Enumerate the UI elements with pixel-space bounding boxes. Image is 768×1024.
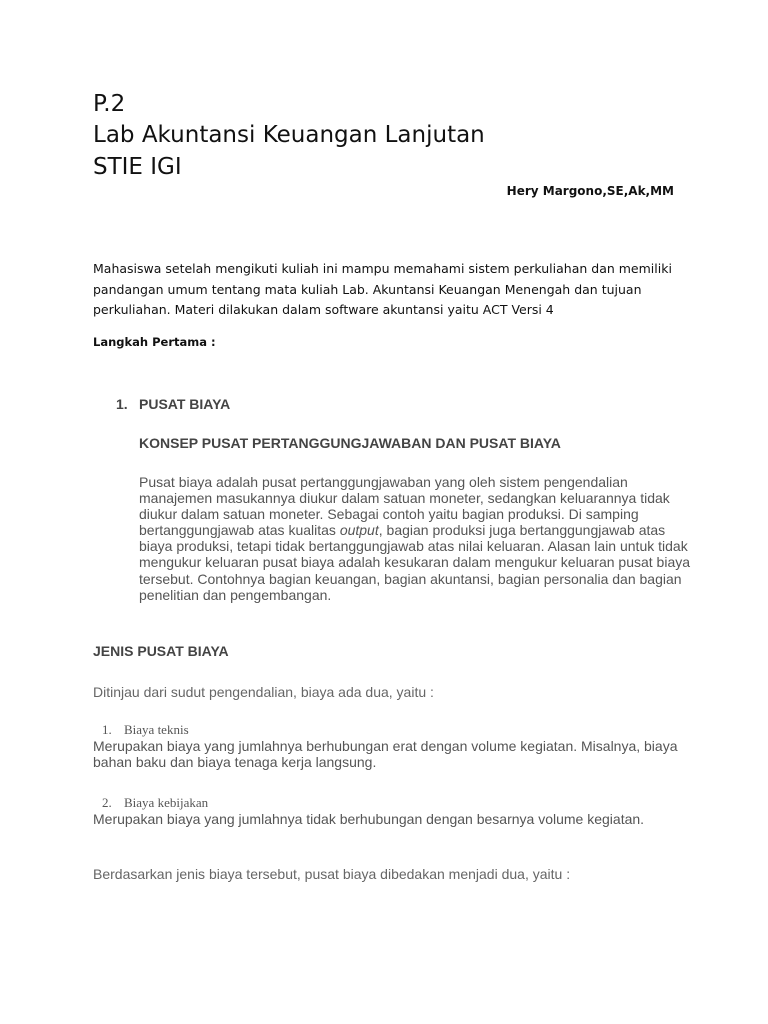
author-name: Hery Margono,SE,Ak,MM [506, 184, 674, 198]
intro-paragraph: Mahasiswa setelah mengikuti kuliah ini mampu memahami sistem perkuliahan dan memiliki pandangan umum tentang mata kuliah Lab. Akuntansi Keuangan Menengah dan tujuan perkuliahan. Materi dilakukan dalam software akuntansi yaitu ACT Versi 4 [93, 261, 672, 317]
title-institution: STIE IGI [93, 154, 182, 180]
section1-paragraph [139, 474, 699, 603]
step-label: Langkah Pertama : [93, 335, 216, 349]
cost-item-description: Merupakan biaya yang jumlahnya tidak berhubungan dengan besarnya volume kegiatan. [93, 811, 645, 827]
section2-intro: Ditinjau dari sudut pengendalian, biaya ada dua, yaitu : [93, 684, 434, 700]
section2-heading: JENIS PUSAT BIAYA [93, 643, 229, 659]
paragraph-text-end: , bagian produksi juga bertanggungjawab atas biaya produksi, tetapi tidak bertanggungjawab atas nilai keluaran. Alasan lain untuk tidak mengukur keluaran pusat biaya adalah kesukaran dalam mengukur keluaran pusat biaya tersebut. Contohnya bagian keuangan, bagian akuntansi, bagian personalia dan bagian penelitian dan pengembangan. [139, 522, 691, 603]
section1-number: 1. [116, 396, 128, 412]
paragraph-text-start: Pusat biaya adalah pusat pertanggungjawaban yang oleh sistem pengendalian manajemen masukannya diukur dalam satuan moneter, sedangkan keluarannya tidak diukur dalam satuan moneter. Sebagai contoh yaitu bagian produksi. Di samping bertanggungjawab atas kualitas [139, 474, 670, 539]
title-code: P.2 [93, 91, 126, 117]
title-course: Lab Akuntansi Keuangan Lanjutan [93, 122, 485, 148]
section1-subheading: KONSEP PUSAT PERTANGGUNGJAWABAN DAN PUSAT BIAYA [139, 435, 561, 451]
cost-item-label: Biaya teknis [124, 722, 189, 737]
cost-item-label: Biaya kebijakan [124, 795, 209, 810]
cost-item-number: 2. [102, 795, 112, 810]
cost-item-number: 1. [102, 722, 112, 737]
section2-closing: Berdasarkan jenis biaya tersebut, pusat biaya dibedakan menjadi dua, yaitu : [93, 866, 571, 882]
paragraph-emphasis: output [339, 522, 379, 539]
cost-item-description: Merupakan biaya yang jumlahnya berhubungan erat dengan volume kegiatan. Misalnya, biaya bahan baku dan biaya tenaga kerja langsung. [93, 738, 678, 770]
section1-heading: PUSAT BIAYA [139, 396, 231, 412]
